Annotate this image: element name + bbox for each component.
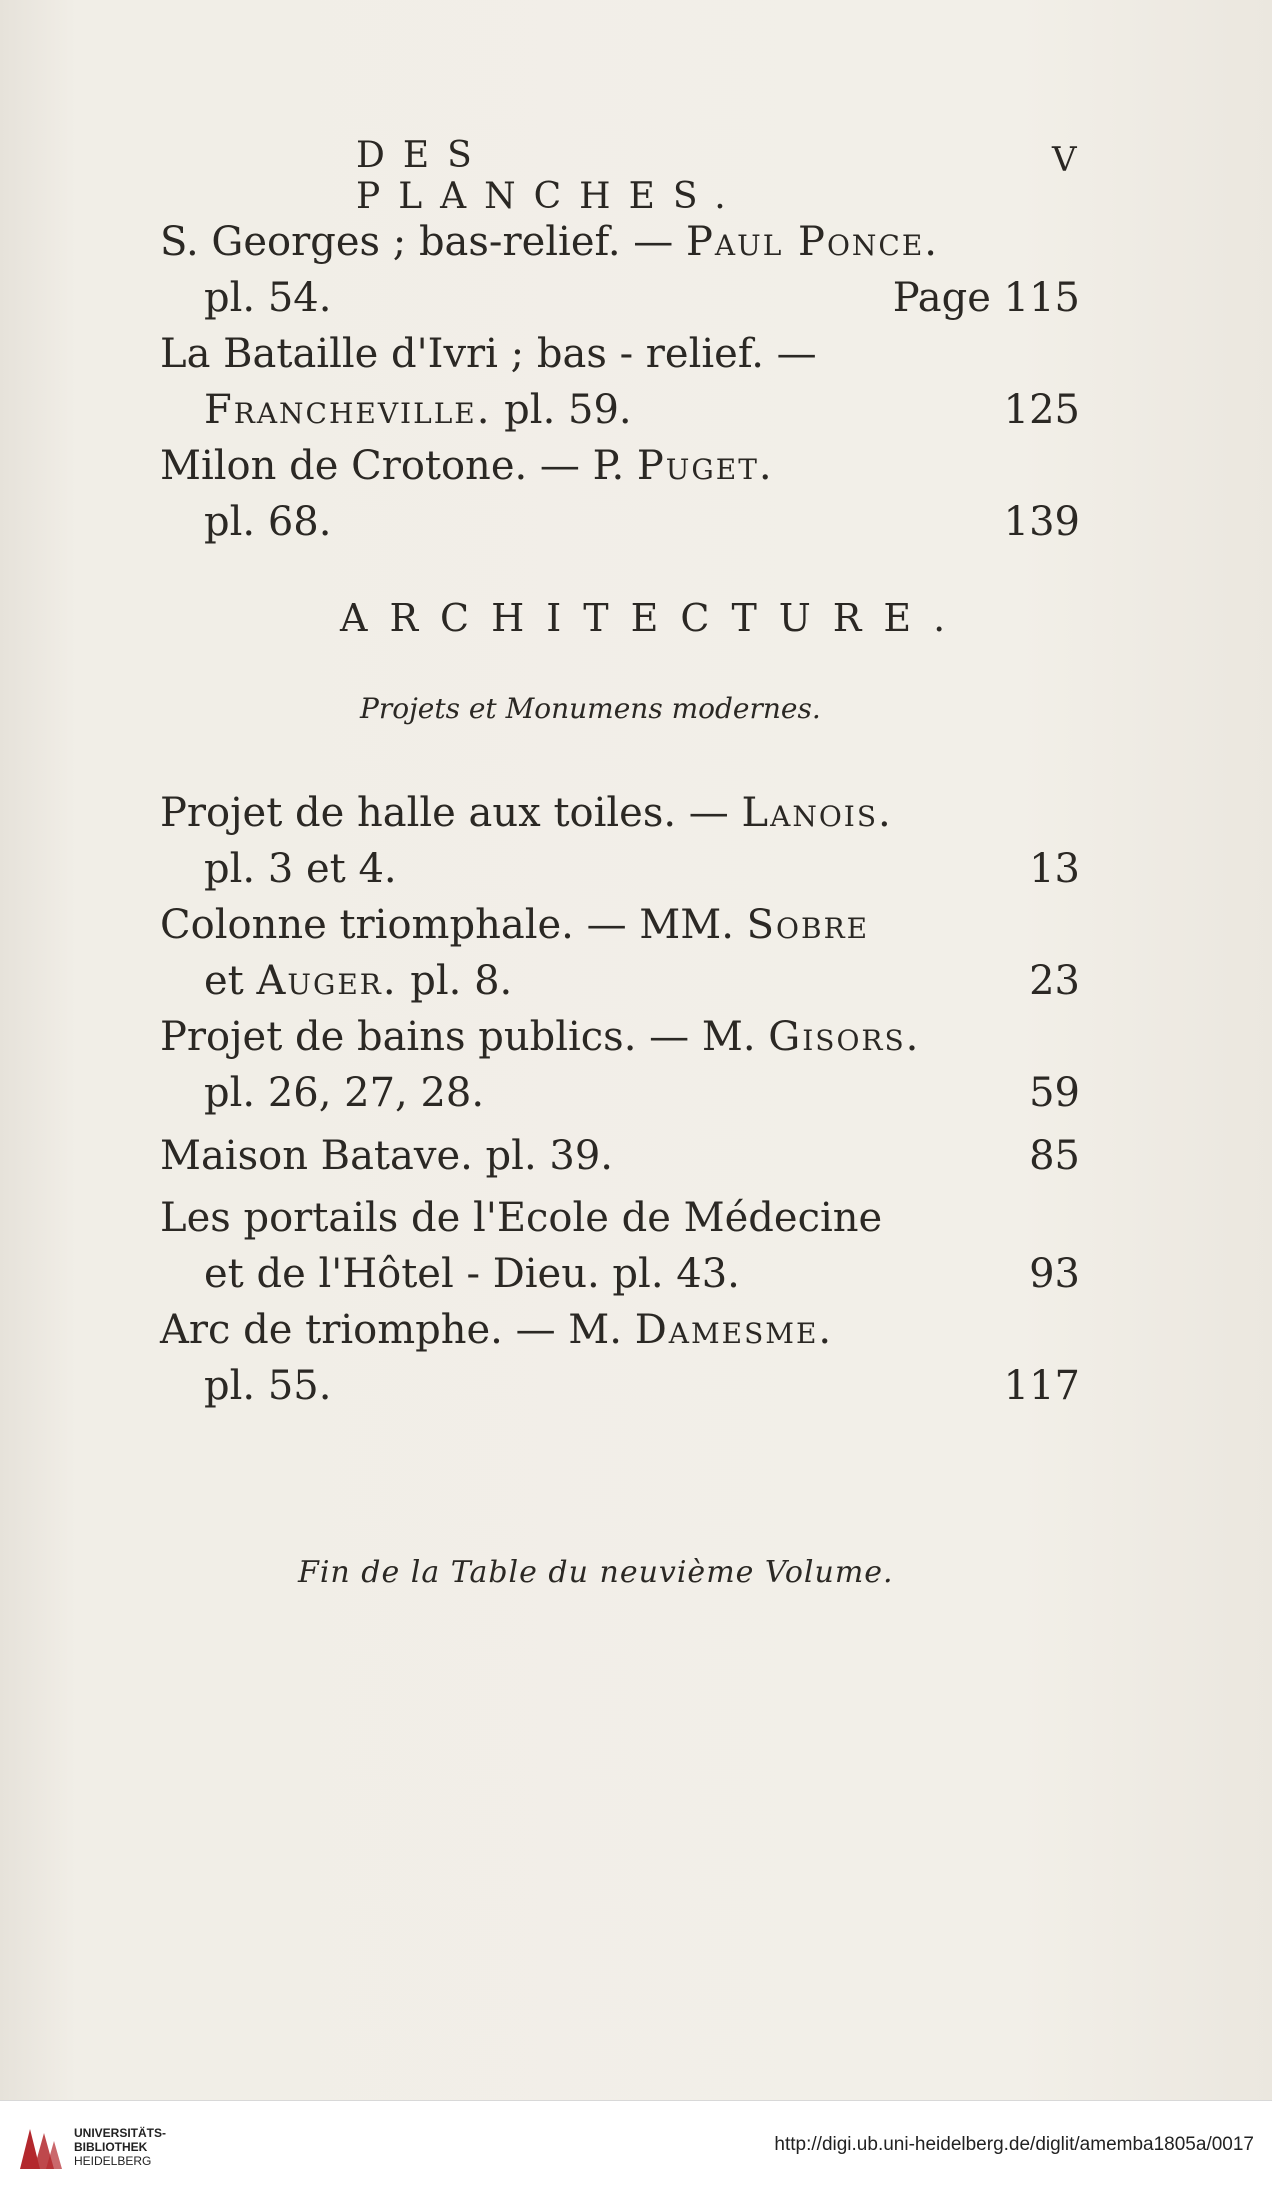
toc-entry [160, 326, 1080, 438]
entry-plate: et de l'Hôtel - Dieu. pl. 43. [204, 1251, 740, 1297]
toc-entry [160, 1128, 1080, 1184]
entry-artist: Damesme. [634, 1307, 834, 1353]
entry-title: La Bataille d'Ivri ; bas - relief. — [160, 331, 817, 377]
entry-artist: Paul Ponce. [686, 219, 940, 265]
entry-artist: Lanois. [741, 790, 893, 836]
toc-entry [160, 897, 1080, 1009]
permalink-url[interactable]: http://digi.ub.uni-heidelberg.de/diglit/amemba1805a/0017 [774, 2134, 1254, 2155]
entry-title: S. Georges ; bas-relief. — [160, 219, 687, 265]
entry-page: Page 115 [892, 275, 1080, 321]
page-folio: V [1052, 140, 1077, 180]
entry-artist: Auger. [256, 958, 398, 1004]
entry-title: Les portails de l'Ecole de Médecine [160, 1195, 883, 1241]
entry-plate: pl. 26, 27, 28. [204, 1070, 485, 1116]
entry-page: 93 [1029, 1251, 1080, 1297]
entry-page: 139 [1003, 499, 1080, 545]
entry-page: 117 [1003, 1363, 1080, 1409]
entry-title: Maison Batave. pl. 39. [160, 1133, 613, 1179]
entry-page: 23 [1029, 958, 1080, 1004]
entry-plate: pl. 59. [491, 387, 632, 433]
library-name-line: UNIVERSITÄTS- [74, 2126, 167, 2140]
entry-page: 125 [1003, 387, 1080, 433]
entry-plate: pl. 55. [204, 1363, 332, 1409]
section-subtitle: Projets et Monumens modernes. [360, 692, 821, 725]
entry-plate: pl. 8. [397, 958, 513, 1004]
toc-entry [160, 785, 1080, 897]
running-title: DES PLANCHES. [356, 135, 744, 217]
entry-title: Projet de halle aux toiles. — [160, 790, 742, 836]
library-name-line: BIBLIOTHEK [74, 2140, 148, 2154]
entry-artist: Gisors. [768, 1014, 921, 1060]
entry-title: Projet de bains publics. — M. [160, 1014, 769, 1060]
entry-plate: pl. 68. [204, 499, 332, 545]
entry-plate: pl. 54. [204, 275, 332, 321]
toc-entry [160, 1190, 1080, 1302]
section-title: ARCHITECTURE. [340, 596, 968, 640]
library-name-line: HEIDELBERG [74, 2154, 152, 2168]
entry-title: Colonne triomphale. — MM. [160, 902, 747, 948]
closing-line: Fin de la Table du neuvième Volume. [298, 1555, 894, 1590]
entry-page: 59 [1029, 1070, 1080, 1116]
entry-title: Arc de triomphe. — M. [160, 1307, 635, 1353]
toc-entry [160, 1302, 1080, 1414]
entry-artist: Francheville. [204, 387, 492, 433]
entry-conjunction: et [204, 958, 257, 1004]
library-name [74, 2126, 166, 2168]
toc-entry [160, 438, 1080, 550]
entry-title: Milon de Crotone. — P. [160, 443, 637, 489]
toc-entry [160, 214, 1080, 326]
entry-plate: pl. 3 et 4. [204, 846, 397, 892]
entry-artist: Puget. [636, 443, 774, 489]
entry-page: 85 [1029, 1133, 1080, 1179]
entry-page: 13 [1029, 846, 1080, 892]
toc-entry [160, 1009, 1080, 1121]
entry-artist: Sobre [746, 902, 870, 948]
library-logo-icon [14, 2119, 66, 2175]
viewer-footer [0, 2100, 1272, 2192]
